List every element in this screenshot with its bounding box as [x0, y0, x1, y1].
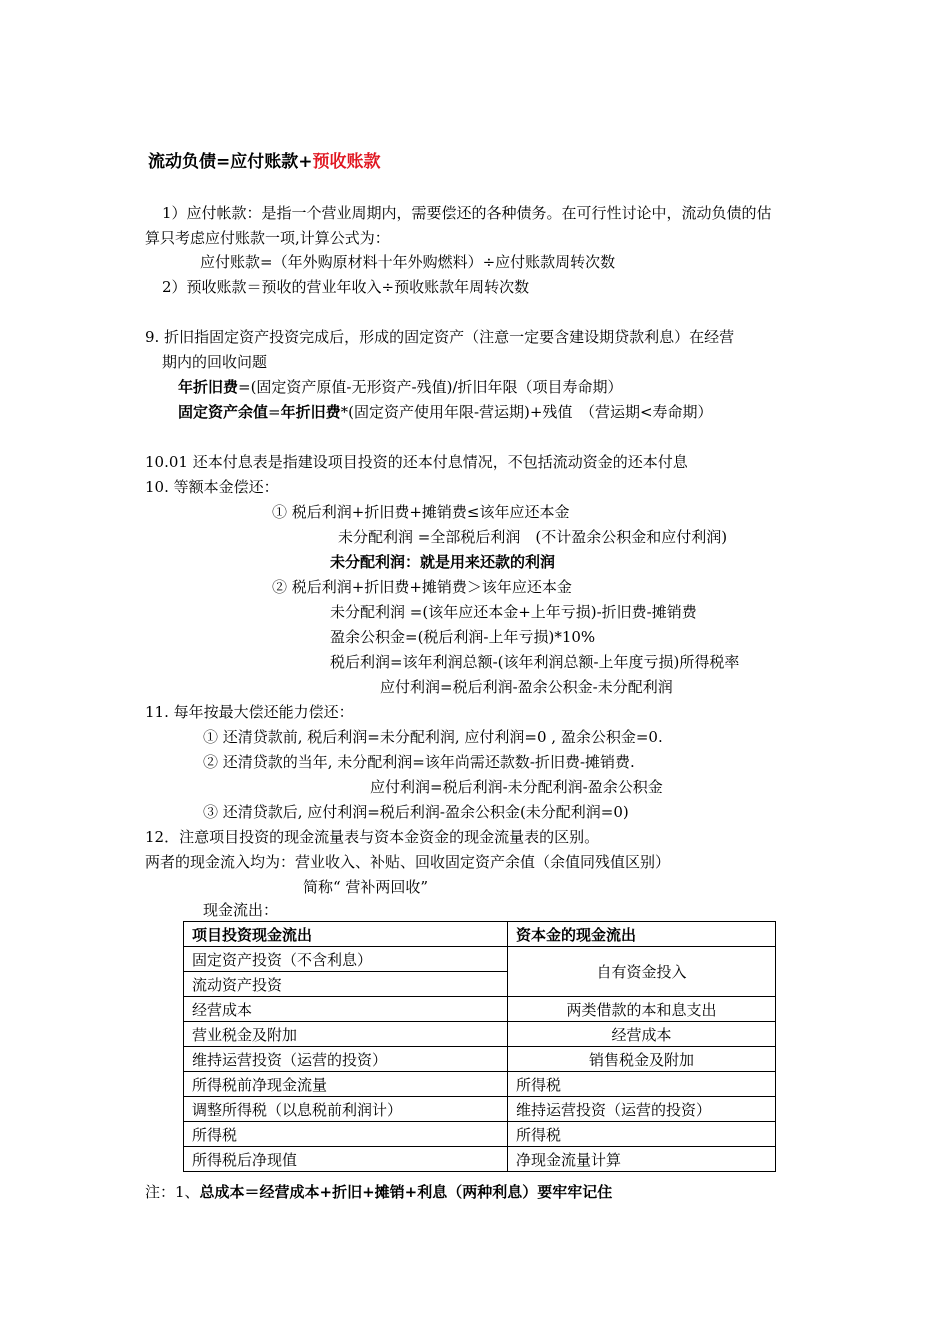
table-cell-merged: 自有资金投入: [508, 947, 776, 997]
table-row: [184, 1097, 776, 1122]
table-cell: 维持运营投资（运营的投资）: [508, 1097, 776, 1122]
table-cell: 所得税: [184, 1122, 508, 1147]
table-cell: 所得税: [508, 1072, 776, 1097]
table-row: [184, 1147, 776, 1172]
table-row: [184, 1022, 776, 1047]
table-cell: 调整所得税（以息税前利润计）: [184, 1097, 508, 1122]
table-header-cell: 项目投资现金流出: [184, 922, 508, 947]
table-cell: 两类借款的本和息支出: [508, 997, 776, 1022]
table-cell: 营业税金及附加: [184, 1022, 508, 1047]
label-cash-outflow: 现金流出：: [203, 901, 279, 919]
table-row: [184, 1047, 776, 1072]
max-repayment-a: ① 还清贷款前, 税后利润=未分配利润, 应付利润=0 , 盈余公积金=0.: [203, 728, 663, 746]
case-2: ② 税后利润+折旧费+摊销费＞该年应还本金: [272, 578, 572, 596]
footnote-prefix: 注：1、: [145, 1183, 200, 1201]
heading-equal-principal: 10. 等额本金偿还：: [145, 478, 279, 496]
title-part-black: 流动负债=应付账款+: [148, 152, 313, 172]
table-row: [184, 1122, 776, 1147]
formula-text: *(固定资产使用年限-营运期)+残值 （营运期<寿命期）: [340, 403, 713, 421]
heading-max-repayment: 11. 每年按最大偿还能力偿还：: [145, 703, 354, 721]
para-depreciation-1: 9. 折旧指固定资产投资完成后，形成的固定资产（注意一定要含建设期贷款利息）在经营: [145, 328, 735, 346]
formula-accounts-payable: 应付账款=（年外购原材料十年外购燃料）÷应付账款周转次数: [200, 253, 616, 271]
term-residual-value: 固定资产余值: [178, 403, 269, 421]
table-cell: 所得税: [508, 1122, 776, 1147]
case-2-formula-3: 税后利润=该年利润总额-(该年利润总额-上年度亏损)所得税率: [330, 653, 740, 671]
para-depreciation-2: 期内的回收问题: [162, 353, 268, 371]
cash-outflow-table: [183, 921, 776, 1172]
heading-cash-flow: 12．注意项目投资的现金流量表与资本金资金的现金流量表的区别。: [145, 828, 600, 846]
table-row: [184, 947, 776, 972]
table-cell: 所得税前净现金流量: [184, 1072, 508, 1097]
formula-advance-receipts: 2）预收账款＝预收的营业年收入÷预收账款年周转次数: [162, 278, 530, 296]
section-title: [148, 150, 381, 174]
para-accounts-payable-1: 1）应付帐款：是指一个营业周期内，需要偿还的各种债务。在可行性讨论中，流动负债的估: [162, 204, 772, 222]
table-cell: 经营成本: [184, 997, 508, 1022]
case-1-note: 未分配利润：就是用来还款的利润: [330, 553, 556, 571]
table-cell: 净现金流量计算: [508, 1147, 776, 1172]
case-2-formula-1: 未分配利润 =(该年应还本金+上年亏损)-折旧费-摊销费: [330, 603, 697, 621]
max-repayment-b2: 应付利润=税后利润-未分配利润-盈余公积金: [370, 778, 663, 796]
max-repayment-c: ③ 还清贷款后, 应付利润=税后利润-盈余公积金(未分配利润=0): [203, 803, 629, 821]
term-annual-depreciation: 年折旧费: [178, 378, 239, 396]
table-row: [184, 997, 776, 1022]
title-part-red: 预收账款: [312, 152, 381, 172]
term-annual-depreciation-2: 年折旧费: [280, 403, 341, 421]
para-repayment-table: 10.01 还本付息表是指建设项目投资的还本付息情况，不包括流动资金的还本付息: [145, 453, 688, 471]
table-cell: 经营成本: [508, 1022, 776, 1047]
table-cell: 所得税后净现值: [184, 1147, 508, 1172]
case-2-formula-2: 盈余公积金=(税后利润-上年亏损)*10%: [330, 628, 596, 646]
case-1-formula: 未分配利润 =全部税后利润 (不计盈余公积金和应付利润): [338, 528, 728, 546]
para-cash-inflow: 两者的现金流入均为：营业收入、补贴、回收固定资产余值（余值同残值区别）: [145, 853, 671, 871]
formula-residual-value: [178, 402, 713, 422]
footnote: [145, 1182, 612, 1202]
table-cell: 维持运营投资（运营的投资）: [184, 1047, 508, 1072]
table-cell: 固定资产投资（不含利息）: [184, 947, 508, 972]
table-header-row: [184, 922, 776, 947]
formula-annual-depreciation: [178, 377, 622, 397]
max-repayment-b: ② 还清贷款的当年, 未分配利润=该年尚需还款数-折旧费-摊销费.: [203, 753, 635, 771]
formula-text: =(固定资产原值-无形资产-残值)/折旧年限（项目寿命期）: [238, 378, 623, 396]
table-cell: 销售税金及附加: [508, 1047, 776, 1072]
case-1: ① 税后利润+折旧费+摊销费≤该年应还本金: [272, 503, 570, 521]
table-header-cell: 资本金的现金流出: [508, 922, 776, 947]
case-2-formula-4: 应付利润=税后利润-盈余公积金-未分配利润: [380, 678, 673, 696]
footnote-bold: 总成本＝经营成本+折旧+摊销+利息（两种利息）要牢牢记住: [199, 1183, 613, 1201]
table-cell: 流动资产投资: [184, 972, 508, 997]
para-accounts-payable-2: 算只考虑应付账款一项,计算公式为：: [145, 229, 390, 247]
table-row: [184, 1072, 776, 1097]
formula-eq: =: [268, 403, 281, 421]
para-cash-inflow-short: 简称“ 营补两回收”: [303, 878, 429, 896]
